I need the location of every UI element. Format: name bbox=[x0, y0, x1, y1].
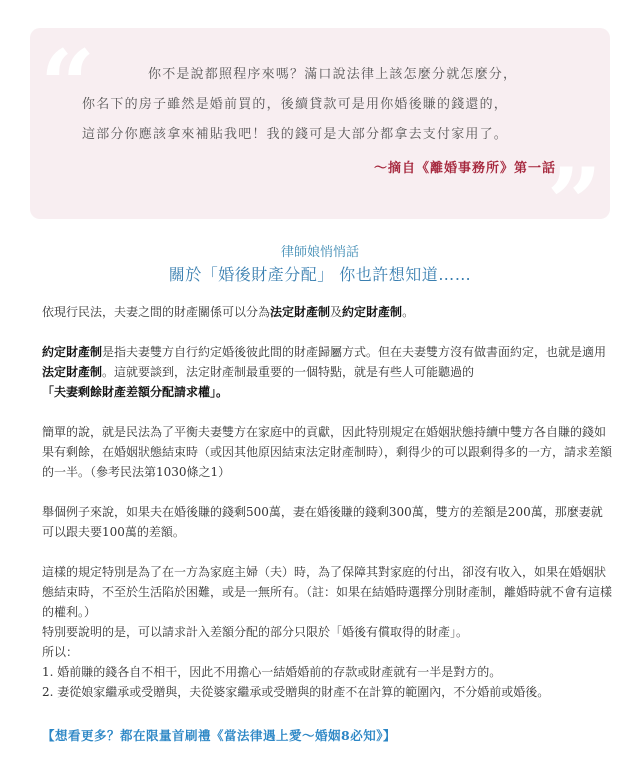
paragraph: 這樣的規定特別是為了在一方為家庭主婦（夫）時，為了保障其對家庭的付出，卻沒有收入，如果在婚姻狀態結束時，不至於生活陷於困難，或是一無所有。（註：如果在結婚時選擇分別財產制，離婚時就不會有這樣的權利。） bbox=[42, 565, 613, 619]
list-item: 1. 婚前賺的錢各自不相干，因此不用擔心一結婚婚前的存款或財產就有一半是對方的。 bbox=[42, 665, 502, 679]
text: 。這就要談到，法定財產制最重要的一個特點，就是有些人可能聽過的 bbox=[102, 365, 475, 379]
paragraph bbox=[42, 342, 612, 402]
quote-line: 這部分你應該拿來補貼我吧！我的錢可是大部分都拿去支付家用了。 bbox=[82, 127, 509, 142]
paragraph: 所以： bbox=[42, 645, 79, 659]
section-title: 關於「婚後財產分配」 你也許想知道…… bbox=[168, 265, 472, 284]
quote-line: 你名下的房子雖然是婚前買的，後續貸款可是用你婚後賺的錢還的， bbox=[82, 97, 509, 112]
paragraph: 簡單的說，就是民法為了平衡夫妻雙方在家庭中的貢獻，因此特別規定在婚姻狀態持續中雙方各自賺的錢如果有剩餘，在婚姻狀態結束時（或因其他原因結束法定財產制時），剩得少的可以跟剩得多的一方，請求差額的一半。（參考民法第1030條之1） bbox=[42, 425, 613, 479]
bold-term: 法定財產制 bbox=[42, 365, 103, 379]
list-item: 2. 妻從娘家繼承或受贈與，夫從婆家繼承或受贈與的財產不在計算的範圍內，不分婚前或婚後。 bbox=[42, 685, 550, 699]
paragraph: 舉個例子來說，如果夫在婚後賺的錢剩500萬，妻在婚後賺的錢剩300萬，雙方的差額是200萬，那麼妻就可以跟夫要100萬的差額。 bbox=[42, 505, 603, 539]
bold-term: 約定財產制 bbox=[342, 305, 403, 319]
text: 。 bbox=[402, 305, 415, 319]
text: 及 bbox=[330, 305, 343, 319]
section-subtitle: 律師娘悄悄話 bbox=[280, 245, 359, 260]
bold-term: 法定財產制 bbox=[270, 305, 331, 319]
text: 依現行民法，夫妻之間的財產關係可以分為 bbox=[42, 305, 271, 319]
open-quote-icon: “ bbox=[40, 29, 96, 142]
quote-source: ～摘自《離婚事務所》第一話 bbox=[373, 161, 556, 176]
cta-link[interactable]: 【想看更多？都在限量首刷禮《當法律遇上愛～婚姻8必知》】 bbox=[42, 728, 396, 743]
bold-term: 「夫妻剩餘財產差額分配請求權」。 bbox=[42, 385, 229, 399]
article-body bbox=[42, 302, 612, 702]
text: 是指夫妻雙方自行約定婚後彼此間的財產歸屬方式。但在夫妻雙方沒有做書面約定，也就是適用 bbox=[102, 345, 607, 359]
bold-term: 約定財產制 bbox=[42, 345, 103, 359]
quote-line: 你不是說都照程序來嗎？滿口說法律上該怎麼分就怎麼分， bbox=[148, 67, 518, 82]
paragraph bbox=[42, 302, 612, 322]
quote-text bbox=[82, 60, 582, 150]
paragraph: 特別要說明的是，可以請求計入差額分配的部分只限於「婚後有償取得的財產」。 bbox=[42, 625, 469, 639]
close-quote-icon: ” bbox=[546, 147, 602, 260]
